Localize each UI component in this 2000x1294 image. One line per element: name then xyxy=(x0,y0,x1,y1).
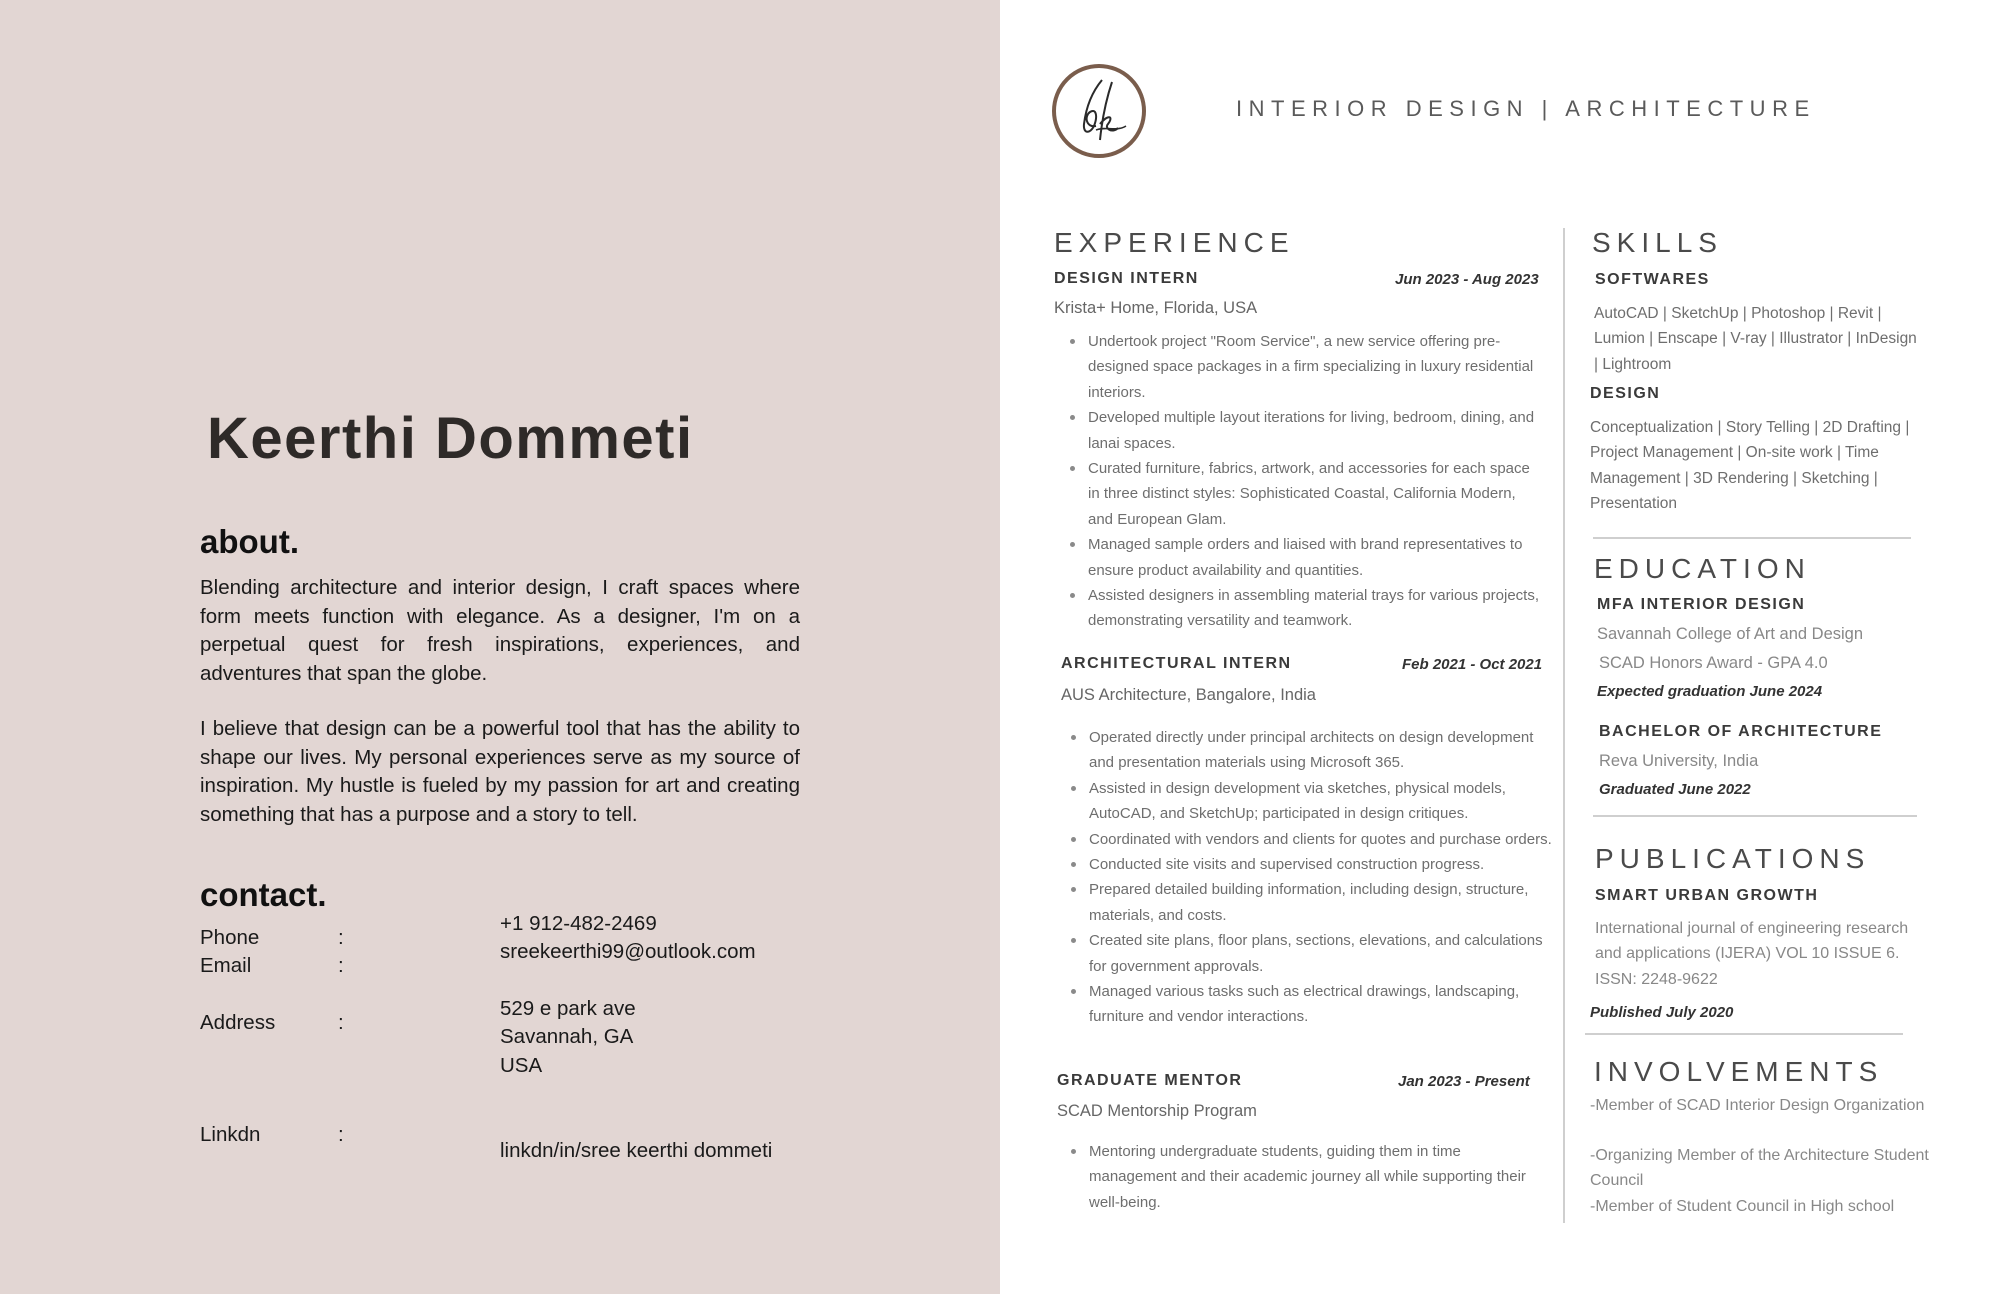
bullet-item: Mentoring undergraduate students, guiding them in time management and their academic journey all while supporting their well-being. xyxy=(1055,1139,1535,1215)
bullet-item: Managed sample orders and liaised with brand representatives to ensure product availability and quantities. xyxy=(1054,532,1544,583)
address-line-1: 529 e park ave xyxy=(500,997,636,1020)
skills-heading: SKILLS xyxy=(1592,227,1723,258)
address-colon: : xyxy=(338,1011,344,1034)
email-colon: : xyxy=(338,954,344,977)
mfa-graduation: Expected graduation June 2024 xyxy=(1597,683,1823,700)
bullet-item: Managed various tasks such as electrical drawings, landscaping, furniture and vendor interactions. xyxy=(1055,979,1555,1030)
involvement-item: -Organizing Member of the Architecture Student Council xyxy=(1590,1147,1929,1190)
job-title: GRADUATE MENTOR xyxy=(1057,1072,1243,1089)
phone-value[interactable]: +1 912-482-2469 xyxy=(500,912,657,935)
bullet-item: Assisted in design development via sketches, physical models, AutoCAD, and SketchUp; participated in design critiques. xyxy=(1055,776,1555,827)
mfa-school: Savannah College of Art and Design xyxy=(1597,625,1864,643)
job-title: DESIGN INTERN xyxy=(1054,270,1199,287)
publications-heading: PUBLICATIONS xyxy=(1595,843,1871,874)
job-title: ARCHITECTURAL INTERN xyxy=(1061,655,1292,672)
phone-label: Phone xyxy=(200,926,260,949)
job-bullets xyxy=(1055,1139,1535,1215)
job-org: AUS Architecture, Bangalore, India xyxy=(1061,686,1316,704)
phone-colon: : xyxy=(338,926,344,949)
bachelor-graduation: Graduated June 2022 xyxy=(1599,781,1751,798)
job-org: Krista+ Home, Florida, USA xyxy=(1054,299,1258,317)
job-dates: Jun 2023 - Aug 2023 xyxy=(1395,271,1539,288)
job-dates: Jan 2023 - Present xyxy=(1398,1073,1530,1090)
email-value[interactable]: sreekeerthi99@outlook.com xyxy=(500,940,756,963)
monogram-logo xyxy=(1052,64,1146,158)
bullet-item: Conducted site visits and supervised construction progress. xyxy=(1055,852,1555,877)
publication-details: International journal of engineering research and applications (IJERA) VOL 10 ISSUE 6. ISSN: 2248-9622 xyxy=(1595,920,1909,988)
about-paragraph-2: I believe that design can be a powerful tool that has the ability to shape our lives. My personal experiences serve as my source of inspiration. My hustle is fueled by my passion for art and creating something that has a purpose and a story to tell. xyxy=(200,717,800,826)
bullet-item: Developed multiple layout iterations for living, bedroom, dining, and lanai spaces. xyxy=(1054,405,1544,456)
bullet-item: Operated directly under principal architects on design development and presentation materials using Microsoft 365. xyxy=(1055,725,1555,776)
candidate-name: Keerthi Dommeti xyxy=(207,406,694,471)
involvements-heading: INVOLVEMENTS xyxy=(1594,1056,1884,1087)
signature-icon xyxy=(1056,68,1142,154)
involvement-item: -Member of SCAD Interior Design Organization xyxy=(1590,1097,1925,1114)
contact-heading: contact. xyxy=(200,876,327,913)
bachelor-school: Reva University, India xyxy=(1599,752,1759,770)
bullet-item: Coordinated with vendors and clients for quotes and purchase orders. xyxy=(1055,827,1555,852)
address-line-3: USA xyxy=(500,1054,543,1077)
about-paragraph-1: Blending architecture and interior design, I craft spaces where form meets function with elegance. As a designer, I'm on a perpetual quest for fresh inspirations, experiences, and adventures that span the globe. xyxy=(200,576,800,685)
linkedin-label: Linkdn xyxy=(200,1123,261,1146)
email-label: Email xyxy=(200,954,252,977)
bullet-item: Assisted designers in assembling material trays for various projects, demonstrating versatility and teamwork. xyxy=(1054,583,1544,634)
tagline: INTERIOR DESIGN | ARCHITECTURE xyxy=(1236,96,1816,121)
bullet-item: Undertook project "Room Service", a new service offering pre-designed space packages in a firm specializing in luxury residential interiors. xyxy=(1054,329,1544,405)
softwares-list: AutoCAD | SketchUp | Photoshop | Revit | Lumion | Enscape | V-ray | Illustrator | InDesign | Lightroom xyxy=(1594,305,1917,373)
education-divider xyxy=(1593,815,1917,817)
skills-divider xyxy=(1593,537,1911,539)
linkedin-colon: : xyxy=(338,1123,344,1146)
bullet-item: Curated furniture, fabrics, artwork, and accessories for each space in three distinct styles: Sophisticated Coastal, California Modern, and European Glam. xyxy=(1054,456,1544,532)
publication-title: SMART URBAN GROWTH xyxy=(1595,887,1819,904)
job-org: SCAD Mentorship Program xyxy=(1057,1102,1257,1120)
job-bullets xyxy=(1055,725,1555,1030)
linkedin-value[interactable]: linkdn/in/sree keerthi dommeti xyxy=(500,1139,773,1162)
bullet-item: Created site plans, floor plans, sections, elevations, and calculations for government approvals. xyxy=(1055,928,1555,979)
involvement-item: -Member of Student Council in High school xyxy=(1590,1198,1895,1215)
mfa-title: MFA INTERIOR DESIGN xyxy=(1597,596,1806,613)
bachelor-title: BACHELOR OF ARCHITECTURE xyxy=(1599,723,1883,740)
design-heading: DESIGN xyxy=(1590,385,1661,402)
about-heading: about. xyxy=(200,523,299,560)
publication-date: Published July 2020 xyxy=(1590,1004,1734,1021)
job-dates: Feb 2021 - Oct 2021 xyxy=(1402,656,1543,673)
bullet-item: Prepared detailed building information, including design, structure, materials, and costs. xyxy=(1055,877,1555,928)
publications-divider xyxy=(1585,1033,1903,1035)
column-divider xyxy=(1563,228,1565,1223)
address-line-2: Savannah, GA xyxy=(500,1025,634,1048)
design-skills-list: Conceptualization | Story Telling | 2D Drafting | Project Management | On-site work | Time Management | 3D Rendering | Sketching | Presentation xyxy=(1590,419,1910,513)
education-heading: EDUCATION xyxy=(1594,553,1811,584)
softwares-heading: SOFTWARES xyxy=(1595,271,1710,288)
mfa-award: SCAD Honors Award - GPA 4.0 xyxy=(1599,654,1828,672)
job-bullets xyxy=(1054,329,1544,634)
address-label: Address xyxy=(200,1011,276,1034)
experience-heading: EXPERIENCE xyxy=(1054,227,1295,258)
